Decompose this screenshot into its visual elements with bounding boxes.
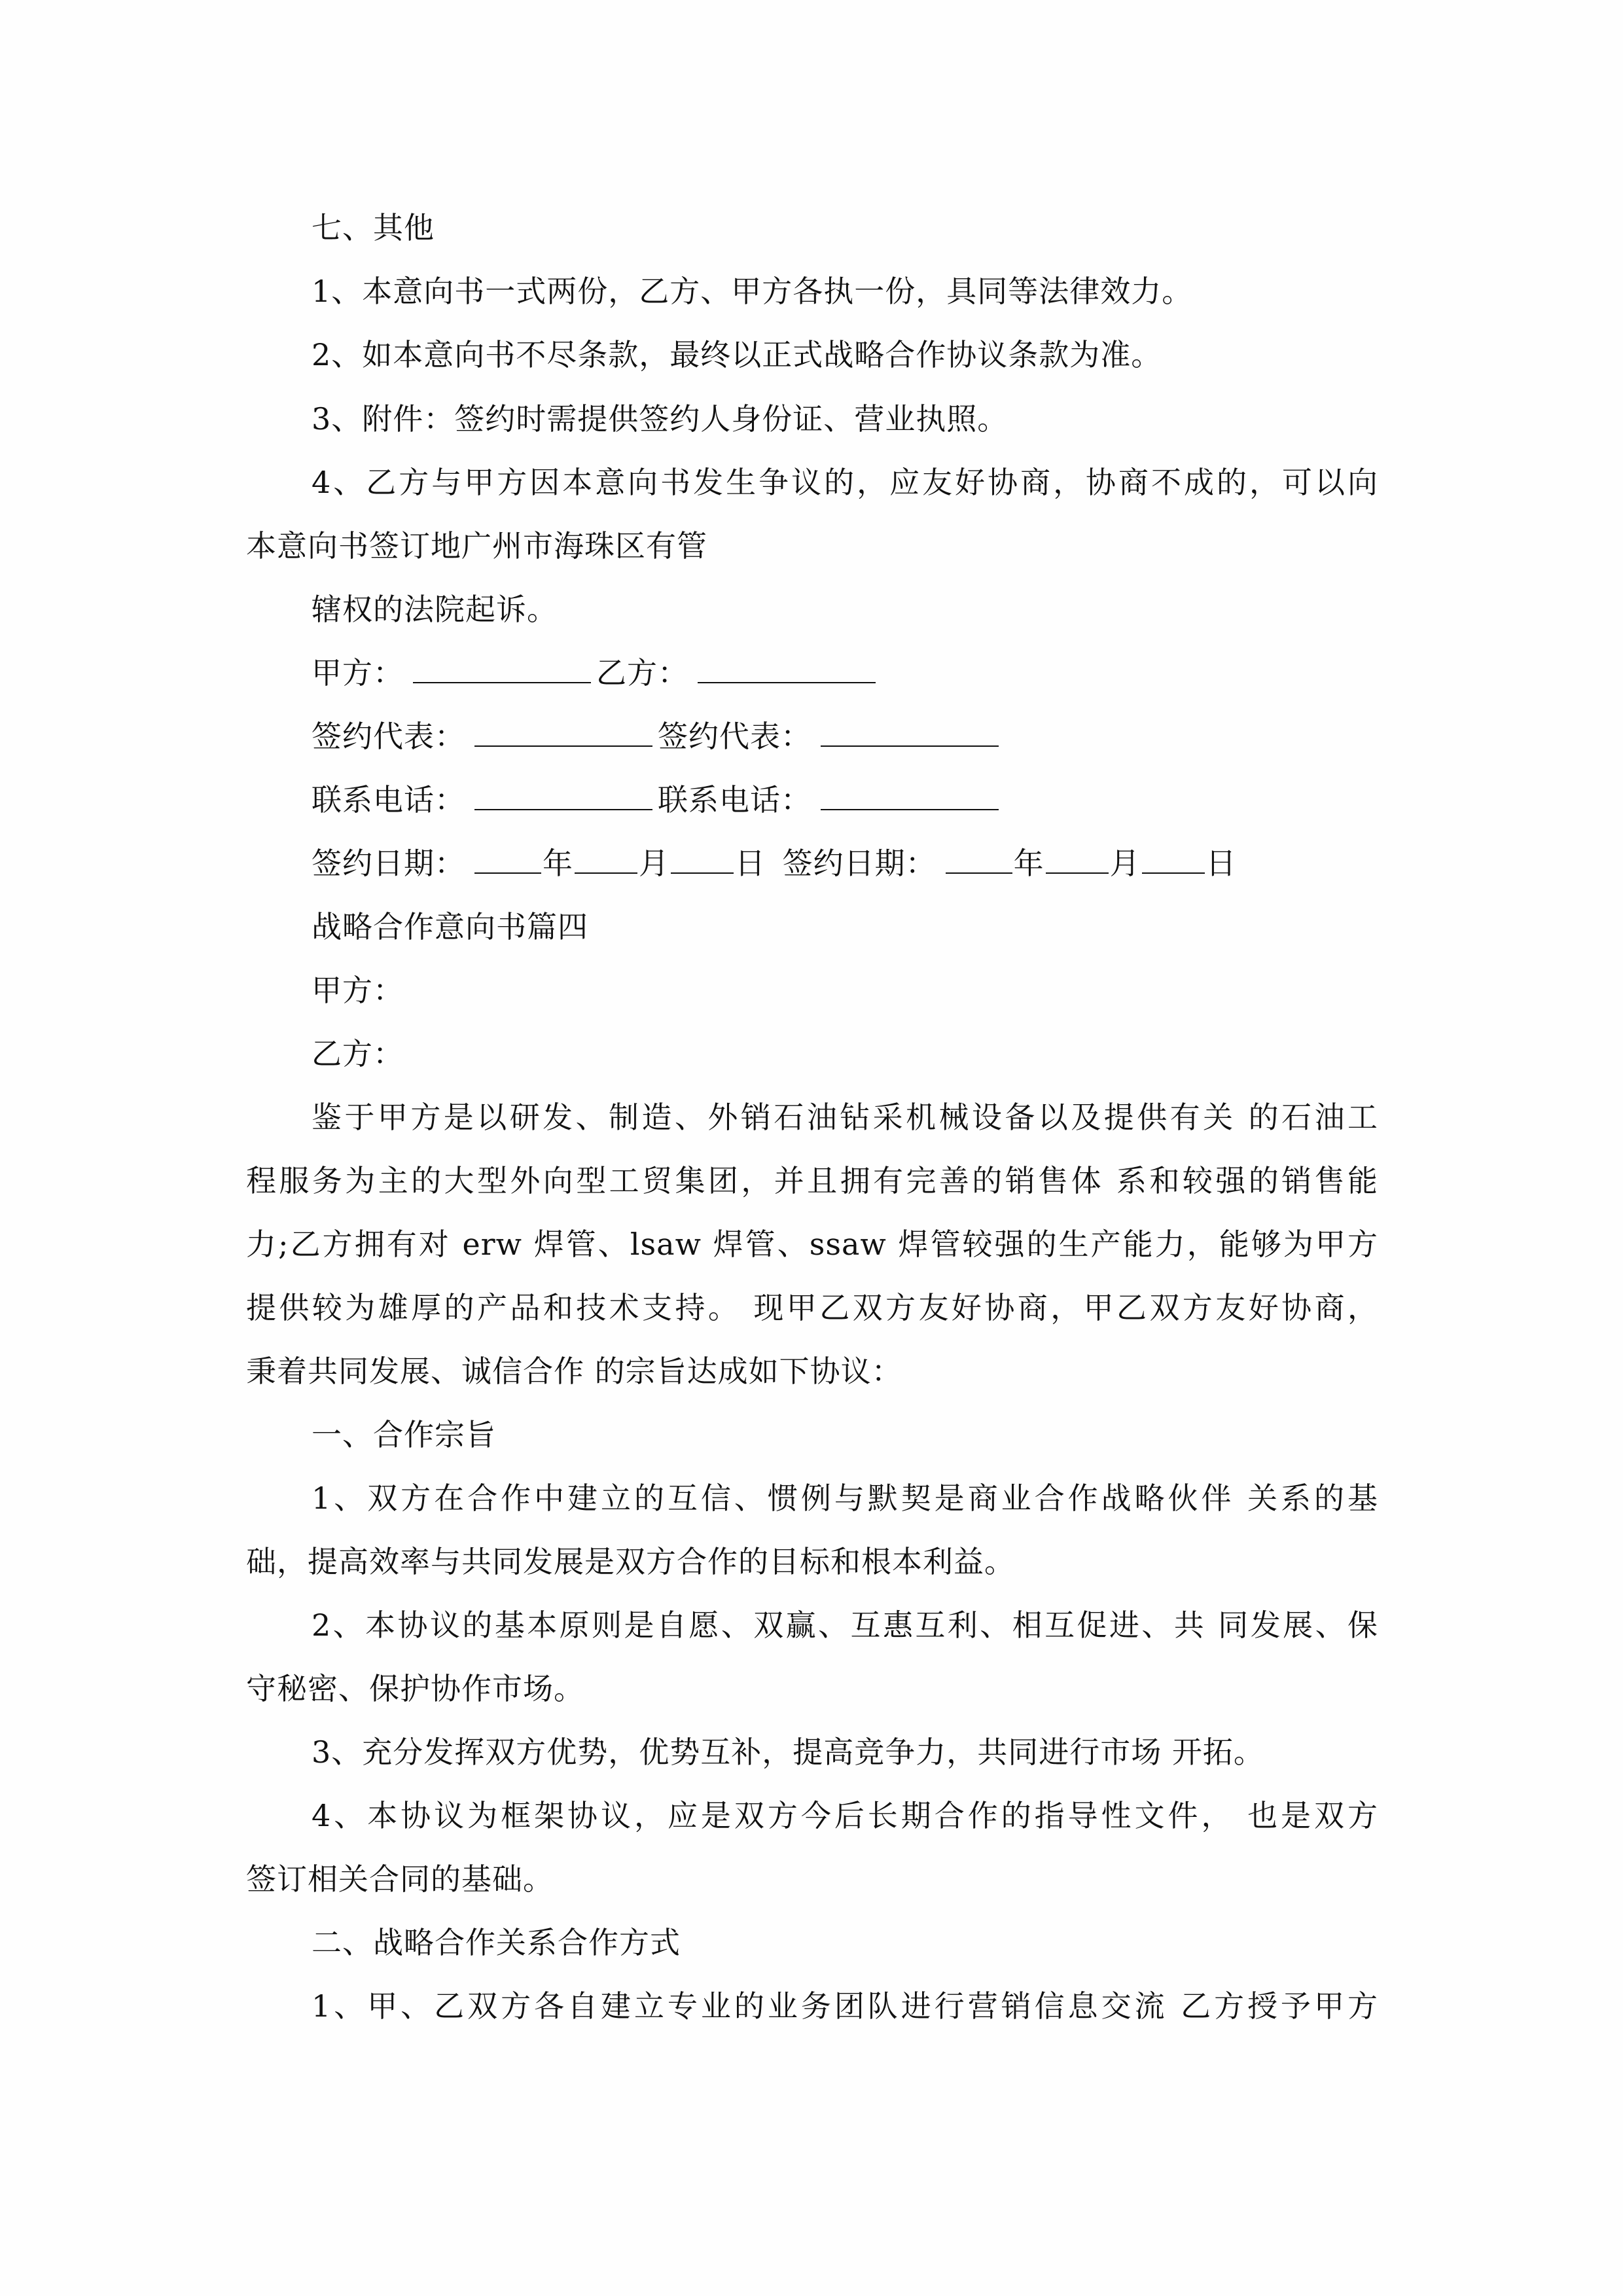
article-party-b: 乙方： xyxy=(312,1036,404,1071)
section-one-item-2-cont: 守秘密、保护协作市场。 xyxy=(246,1671,584,1706)
rep-b-blank[interactable] xyxy=(821,717,999,747)
date-b-month-blank[interactable] xyxy=(1046,844,1109,874)
section-one-item-1-cont: 础，提高效率与共同发展是双方合作的目标和根本利益。 xyxy=(246,1544,1015,1579)
party-b-label: 乙方： xyxy=(596,655,688,691)
section-seven-item-1: 1、本意向书一式两份，乙方、甲方各执一份，具同等法律效力。 xyxy=(312,274,1193,309)
day-label: 日 xyxy=(1205,846,1237,881)
preamble-line-1: 鉴于甲方是以研发、制造、外销石油钻采机械设备以及提供有关 的石油工 xyxy=(312,1100,1378,1135)
section-one-item-4: 4、本协议为框架协议，应是双方今后长期合作的指导性文件， 也是双方 xyxy=(312,1798,1378,1833)
signature-rep-row xyxy=(312,717,1444,756)
preamble-line-4: 提供较为雄厚的产品和技术支持。 现甲乙双方友好协商，甲乙双方友好协商， xyxy=(246,1290,1378,1325)
section-seven-item-4-cont: 本意向书签订地广州市海珠区有管 xyxy=(246,528,707,564)
day-label: 日 xyxy=(735,846,766,881)
preamble-line-2: 程服务为主的大型外向型工贸集团，并且拥有完善的销售体 系和较强的销售能 xyxy=(246,1163,1378,1198)
section-one-item-4-cont: 签订相关合同的基础。 xyxy=(246,1861,554,1897)
phone-a-label: 联系电话： xyxy=(312,782,465,817)
section-two-item-1: 1、甲、乙双方各自建立专业的业务团队进行营销信息交流 乙方授予甲方 xyxy=(312,1988,1378,2024)
rep-a-blank[interactable] xyxy=(474,717,652,747)
date-a-year-blank[interactable] xyxy=(474,844,541,874)
article-party-a: 甲方： xyxy=(312,973,404,1008)
year-label: 年 xyxy=(1013,846,1044,881)
phone-b-blank[interactable] xyxy=(821,780,999,810)
date-a-month-blank[interactable] xyxy=(575,844,637,874)
year-label: 年 xyxy=(543,846,573,881)
signature-date-row xyxy=(312,844,1444,883)
signature-parties-row xyxy=(312,653,1444,692)
rep-b-label: 签约代表： xyxy=(658,719,812,754)
phone-b-label: 联系电话： xyxy=(658,782,812,817)
date-b-day-blank[interactable] xyxy=(1142,844,1205,874)
section-one-heading: 一、合作宗旨 xyxy=(312,1417,496,1452)
article-title: 战略合作意向书篇四 xyxy=(312,909,588,944)
section-seven-item-3: 3、附件：签约时需提供签约人身份证、营业执照。 xyxy=(312,401,1008,437)
month-label: 月 xyxy=(639,846,669,881)
signature-phone-row xyxy=(312,780,1444,819)
section-one-item-2: 2、本协议的基本原则是自愿、双赢、互惠互利、相互促进、共 同发展、保 xyxy=(312,1607,1378,1643)
section-one-item-3: 3、充分发挥双方优势，优势互补，提高竞争力，共同进行市场 开拓。 xyxy=(312,1734,1264,1770)
section-seven-item-4: 4、乙方与甲方因本意向书发生争议的，应友好协商，协商不成的，可以向 xyxy=(312,465,1378,500)
phone-a-blank[interactable] xyxy=(474,780,652,810)
section-seven-item-2: 2、如本意向书不尽条款，最终以正式战略合作协议条款为准。 xyxy=(312,337,1162,372)
section-two-heading: 二、战略合作关系合作方式 xyxy=(312,1925,681,1960)
preamble-line-5: 秉着共同发展、诚信合作 的宗旨达成如下协议： xyxy=(246,1354,902,1389)
rep-a-label: 签约代表： xyxy=(312,719,465,754)
date-a-label: 签约日期： xyxy=(312,846,465,881)
section-one-item-1: 1、双方在合作中建立的互信、惯例与默契是商业合作战略伙伴 关系的基 xyxy=(312,1480,1378,1516)
party-a-label: 甲方： xyxy=(312,655,404,691)
date-b-year-blank[interactable] xyxy=(946,844,1012,874)
preamble-line-3: 力;乙方拥有对 erw 焊管、lsaw 焊管、ssaw 焊管较强的生产能力，能够为甲方 xyxy=(246,1227,1378,1262)
party-a-blank[interactable] xyxy=(413,653,591,683)
party-b-blank[interactable] xyxy=(698,653,876,683)
section-seven-heading: 七、其他 xyxy=(312,210,435,245)
month-label: 月 xyxy=(1109,846,1141,881)
date-b-label: 签约日期： xyxy=(782,846,936,881)
date-a-day-blank[interactable] xyxy=(671,844,734,874)
section-seven-item-4-cont2: 辖权的法院起诉。 xyxy=(312,592,558,627)
